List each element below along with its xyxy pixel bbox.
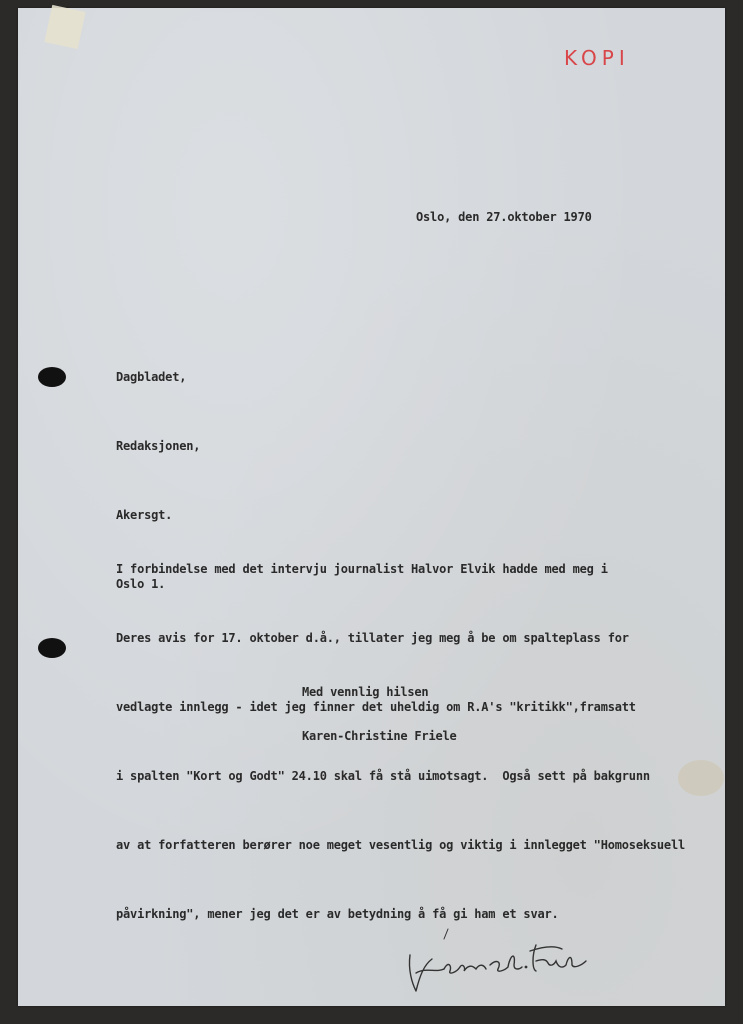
punch-hole-top: [38, 367, 66, 387]
recipient-line: Akersgt.: [116, 508, 173, 522]
handwritten-signature: [386, 915, 596, 995]
tape-remnant: [44, 5, 85, 49]
date-line: Oslo, den 27.oktober 1970: [416, 210, 592, 224]
body-line: Deres avis for 17. oktober d.å., tillater jeg meg å be om spalteplass for: [116, 631, 629, 645]
signer-name: Karen-Christine Friele: [302, 729, 457, 743]
recipient-line: Oslo 1.: [116, 577, 166, 591]
recipient-line: Dagbladet,: [116, 370, 187, 384]
recipient-line: Redaksjonen,: [116, 439, 201, 453]
body-line: påvirkning", mener jeg det er av betydning å få gi ham et svar.: [116, 907, 559, 921]
body-line: I forbindelse med det intervju journalist Halvor Elvik hadde med meg i: [116, 562, 608, 576]
closing-salutation: Med vennlig hilsen: [302, 685, 429, 699]
punch-hole-bottom: [38, 638, 66, 658]
body-line: vedlagte innlegg - idet jeg finner det uheldig om R.A's "kritikk",framsatt: [116, 700, 636, 714]
kopi-stamp: KOPI: [564, 46, 630, 70]
body-line: av at forfatteren berører noe meget vesentlig og viktig i innlegget "Homoseksuell: [116, 838, 685, 852]
body-line: i spalten "Kort og Godt" 24.10 skal få stå uimotsagt. Også sett på bakgrunn: [116, 769, 650, 783]
